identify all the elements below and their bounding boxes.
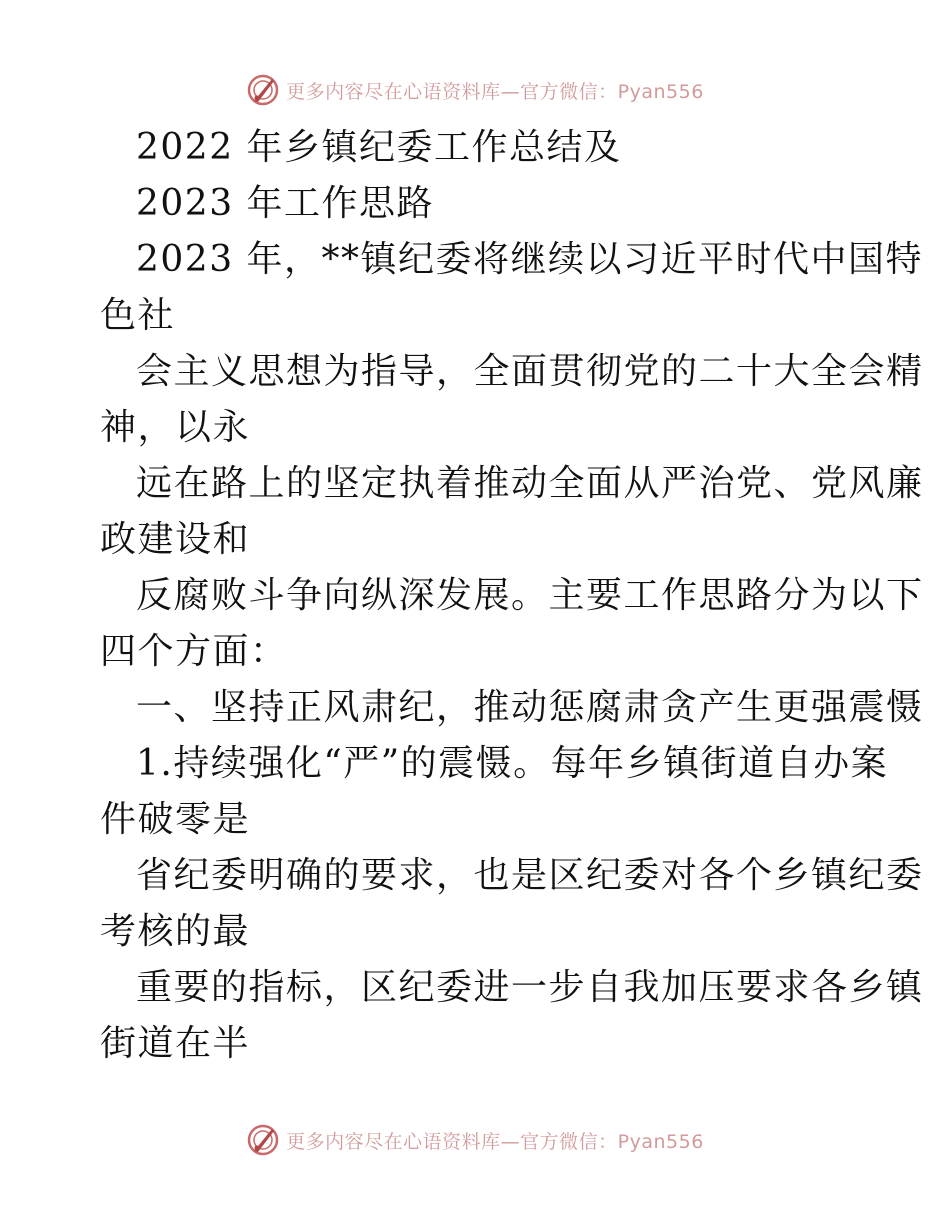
doc-line: 神，以永 (100, 407, 251, 448)
watermark-text: 更多内容尽在心语资料库—官方微信：Pyan556 (286, 1130, 704, 1153)
quill-logo-icon (246, 1123, 280, 1157)
doc-line: 2023 年工作思路 (136, 183, 435, 224)
doc-line: 2023 年，**镇纪委将继续以习近平时代中国特 (136, 239, 924, 280)
watermark-header (0, 70, 950, 110)
doc-line: 一、坚持正风肃纪，推动惩腐肃贪产生更强震慑 (136, 687, 924, 728)
doc-line: 会主义思想为指导，全面贯彻党的二十大全会精 (136, 351, 924, 392)
doc-line: 政建设和 (100, 519, 251, 560)
doc-line: 2022 年乡镇纪委工作总结及 (136, 127, 622, 168)
doc-line: 远在路上的坚定执着推动全面从严治党、党风廉 (136, 463, 924, 504)
doc-line: 1.持续强化“严”的震慑。每年乡镇街道自办案 (136, 743, 889, 784)
doc-line: 街道在半 (100, 1023, 251, 1064)
watermark-text: 更多内容尽在心语资料库—官方微信：Pyan556 (286, 80, 704, 103)
doc-line: 考核的最 (100, 911, 251, 952)
document-body (100, 120, 924, 1072)
doc-line: 省纪委明确的要求，也是区纪委对各个乡镇纪委 (136, 855, 924, 896)
doc-line: 四个方面： (100, 631, 288, 672)
watermark-footer (0, 1120, 950, 1160)
doc-line: 重要的指标，区纪委进一步自我加压要求各乡镇 (136, 967, 924, 1008)
doc-line: 反腐败斗争向纵深发展。主要工作思路分为以下 (136, 575, 924, 616)
quill-logo-icon (246, 73, 280, 107)
doc-line: 色社 (100, 295, 176, 336)
doc-line: 件破零是 (100, 799, 251, 840)
